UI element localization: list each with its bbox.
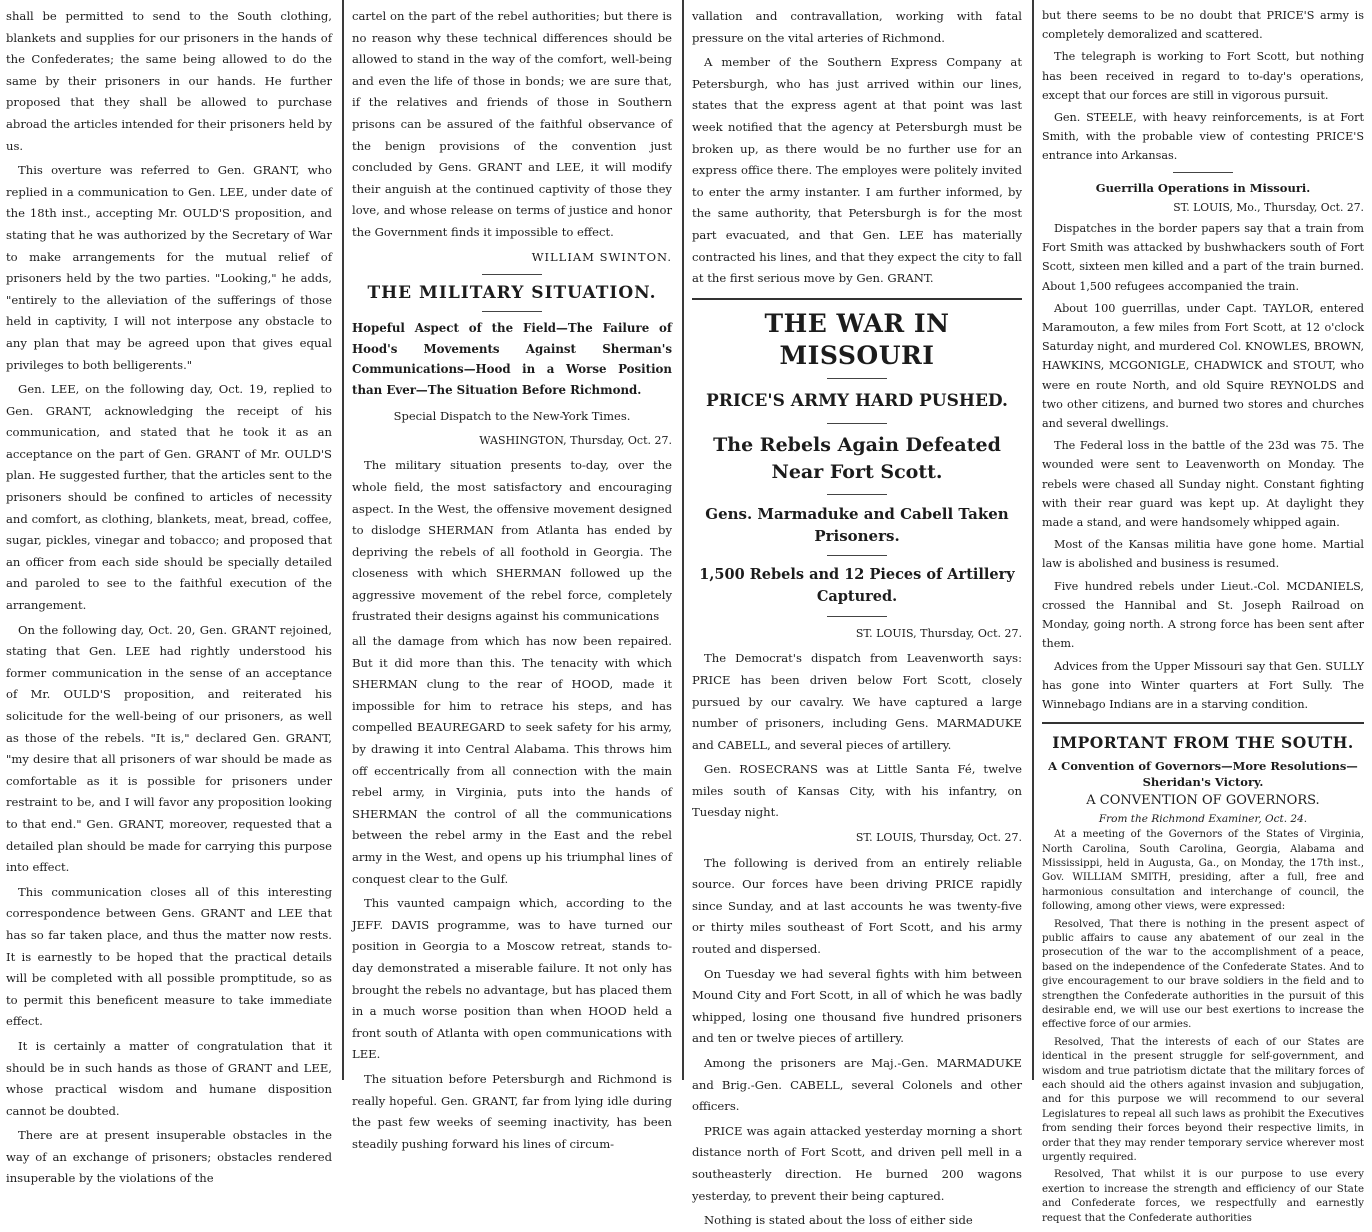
- col1-paragraph: This overture was referred to Gen. GRANT, who replied in a communication to Gen. LEE, under date of the 18th inst., accepting Mr. OULD'S proposition, and stating that he was authorized by the Secretary of War to make arrangements for the mutual relief of prisoners held by the two parties. "Looking," he adds, "entirely to the alleviation of the sufferings of those held in captivity, I will not interpose any obstacle to any plan that may be agreed upon that gives equal privileges to both belligerents.": [6, 163, 332, 372]
- col3-paragraph: Among the prisoners are Maj.-Gen. MARMADUKE and Brig.-Gen. CABELL, several Colonels and other officers.: [692, 1056, 1022, 1114]
- col2-paragraph: This vaunted campaign which, according to the JEFF. DAVIS programme, was to have turned our position in Georgia to a Moscow retreat, stands to-day demonstrated a miserable failure. It not only has brought the rebels no advantage, but has placed them in a much worse position than when HOOD held a front south of Atlanta with open communications with LEE.: [352, 896, 672, 1062]
- column-4: [1036, 0, 1372, 1224]
- subheading: A Convention of Governors—More Resolutions—Sheridan's Victory.: [1048, 759, 1358, 790]
- signature: WILLIAM SWINTON.: [531, 249, 672, 264]
- divider: [692, 298, 1022, 300]
- col4-paragraph: The Federal loss in the battle of the 23d was 75. The wounded were sent to Leavenworth on Monday. The rebels were chased all Sunday night. Constant fighting with their rear guard was kept up. At daylight they made a stand, and were handsomely whipped again.: [1042, 439, 1364, 530]
- column-divider: [342, 0, 344, 1080]
- col3-paragraph: The Democrat's dispatch from Leavenworth says: PRICE has been driven below Fort Scott, closely pursued by our cavalry. We have captured a large number of prisoners, including Gens. MARMADUKE and CABELL, and several pieces of artillery.: [692, 651, 1022, 752]
- col1-paragraph: Gen. LEE, on the following day, Oct. 19, replied to Gen. GRANT, acknowledging the receipt of his communication, and stated that he took it as an acceptance on the part of Gen. GRANT of Mr. OULD'S plan. He suggested further, that the articles sent to the prisoners should be confined to articles of necessity and comfort, as clothing, blankets, meat, bread, coffee, sugar, pickles, vinegar and tobacco; and proposed that an officer from each side should be specially detailed and paroled to see to the faithful execution of the arrangement.: [6, 382, 332, 613]
- col4-paragraph: The telegraph is working to Fort Scott, but nothing has been received in regard to to-day's operations, except that our forces are still in vigorous pursuit.: [1042, 50, 1364, 102]
- section-heading-military: THE MILITARY SITUATION.: [367, 283, 657, 304]
- subheading-convention: A CONVENTION OF GOVERNORS.: [1086, 793, 1320, 809]
- col4-paragraph: At a meeting of the Governors of the States of Virginia, North Carolina, South Carolina, Georgia, Alabama and Mississippi, held in Augusta, Ga., on Monday, the 17th inst., Gov. WILLIAM SMITH, presiding, after a full, free and harmonious consultation and interchange of council, the following, among other views, were expressed:: [1042, 829, 1364, 913]
- col2-intro: cartel on the part of the rebel authorities; but there is no reason why these technical differences should be allowed to stand in the way of the comfort, well-being and even the life of those in bonds; we are sure that, if the relatives and friends of those in Southern prisons can be assured of the faithful observance of the benign provisions of the convention just concluded by Gens. GRANT and LEE, it will modify their anguish at the continued captivity of those they love, and whose release on terms of justice and honor the Government finds it impossible to effect.: [352, 9, 672, 239]
- divider: [827, 555, 887, 556]
- col4-paragraph: but there seems to be no doubt that PRICE'S army is completely demoralized and scattered.: [1042, 9, 1364, 42]
- divider: [827, 616, 887, 617]
- col2-paragraph: all the damage from which has now been repaired. But it did more than this. The tenacity with which SHERMAN clung to the rear of HOOD, made it impossible for him to retrace his steps, and has compelled BEAUREGARD to seek safety for his army, by drawing it into Central Alabama. This throws him off eccentrically from all connection with the main rebel army, in Virginia, puts into the hands of SHERMAN the control of all the communications between the rebel army in the East and the rebel army in the West, and opens up his triumphal lines of conquest clear to the Gulf.: [352, 634, 672, 886]
- column-2: [346, 0, 680, 1151]
- col2-paragraph: The situation before Petersburgh and Richmond is really hopeful. Gen. GRANT, far from lying idle during the past few weeks of seeming inactivity, has been steadily pushing forward his lines of circum-: [352, 1071, 672, 1151]
- headline-generals-taken: Gens. Marmaduke and Cabell Taken Prisoners.: [705, 504, 1009, 545]
- col4-paragraph: Advices from the Upper Missouri say that Gen. SULLY has gone into Winter quarters at Fort Sully. The Winnebago Indians are in a starving condition.: [1042, 659, 1364, 711]
- divider: [827, 378, 887, 379]
- col4-paragraph: Dispatches in the border papers say that a train from Fort Smith was attacked by bushwhackers south of Fort Scott, sixteen men killed and a part of the train burned. About 1,500 refugees accompanied the train.: [1042, 222, 1364, 293]
- divider: [827, 423, 887, 424]
- col1-paragraph: It is certainly a matter of congratulation that it should be in such hands as those of GRANT and LEE, whose practical wisdom and humane disposition cannot be doubted.: [6, 1038, 332, 1118]
- divider: [1173, 172, 1233, 173]
- dateline: ST. LOUIS, Thursday, Oct. 27.: [855, 831, 1022, 845]
- col1-paragraph: This communication closes all of this interesting correspondence between Gens. GRANT and LEE that has so far taken place, and thus the matter now rests. It is earnestly to be hoped that the practical details will be completed with all possible promptitude, so as to permit this beneficent measure to take immediate effect.: [6, 884, 332, 1029]
- heading-important-from-south: IMPORTANT FROM THE SOUTH.: [1052, 733, 1354, 753]
- headline-block: [692, 308, 1022, 617]
- dateline: ST. LOUIS, Thursday, Oct. 27.: [855, 626, 1022, 640]
- col3-paragraph: PRICE was again attacked yesterday morning a short distance north of Fort Scott, and driven pell mell in a southeasterly direction. He burned 200 wagons yesterday, to prevent their being captured.: [692, 1123, 1022, 1203]
- subheading: Hopeful Aspect of the Field—The Failure of Hood's Movements Against Sherman's Communications—Hood in a Worse Position than Ever—The Situation Before Richmond.: [352, 321, 672, 397]
- dateline: ST. LOUIS, Mo., Thursday, Oct. 27.: [1173, 200, 1364, 214]
- source-credit: From the Richmond Examiner, Oct. 24.: [1098, 813, 1308, 826]
- col3-paragraph: On Tuesday we had several fights with him between Mound City and Fort Scott, in all of which he was badly whipped, losing one thousand five hundred prisoners and ten or twelve pieces of artillery.: [692, 966, 1022, 1046]
- col4-paragraph: About 100 guerrillas, under Capt. TAYLOR, entered Maramouton, a few miles from Fort Scott, at 12 o'clock Saturday night, and murdered Col. KNOWLES, BROWN, HAWKINS, MCGONIGLE, CHADWICK and STOUT, who were en route North, and old Squire REYNOLDS and two other citizens, and burned two stores and churches and several dwellings.: [1042, 301, 1364, 431]
- column-1: [0, 0, 340, 1186]
- column-divider: [1032, 0, 1034, 1080]
- divider: [482, 274, 542, 275]
- divider: [827, 494, 887, 495]
- col3-paragraph: The following is derived from an entirely reliable source. Our forces have been driving PRICE rapidly since Sunday, and at last accounts he was twenty-five or thirty miles southeast of Fort Scott, and his army routed and dispersed.: [692, 855, 1022, 957]
- divider: [482, 311, 542, 312]
- col4-paragraph: Resolved, That there is nothing in the present aspect of public affairs to cause any abatement of our zeal in the prosecution of the war to the accomplishment of a peace, based on the independence of the Confederate States. And to give encouragement to our brave soldiers in the field and to strengthen the Confederate authorities in the pursuit of this desirable end, we will use our best exertions to increase the effective force of our armies.: [1042, 918, 1364, 1031]
- col4-paragraph: Resolved, That the interests of each of our States are identical in the present struggle for self-government, and wisdom and true patriotism dictate that the military forces of each should aid the others against invasion and subjugation, and for this purpose we will recommend to our several Legislatures to repeal all such laws as prohibit the Executives from sending their forces beyond their respective limits, in order that they may render temporary service wherever most urgently required.: [1042, 1036, 1364, 1164]
- col1-paragraph: On the following day, Oct. 20, Gen. GRANT rejoined, stating that Gen. LEE had rightly understood his former communication in the sense of an acceptance of Mr. OULD'S proposition, and reiterated his solicitude for the well-being of our prisoners, as well as those of the rebels. "It is," declared Gen. GRANT, "my desire that all prisoners of war should be made as comfortable as it is possible for prisoners under restraint to be, and I will favor any proposition looking to that end." Gen. GRANT, moreover, requested that a detailed plan should be made for carrying this purpose into effect.: [6, 622, 332, 875]
- col3-paragraph: vallation and contravallation, working with fatal pressure on the vital arteries of Richmond.: [692, 9, 1022, 45]
- heading-guerrilla: Guerrilla Operations in Missouri.: [1095, 180, 1311, 195]
- col4-paragraph: Gen. STEELE, with heavy reinforcements, is at Fort Smith, with the probable view of contesting PRICE'S entrance into Arkansas.: [1042, 111, 1364, 163]
- col3-paragraph: Gen. ROSECRANS was at Little Santa Fé, twelve miles south of Kansas City, with his infantry, on Tuesday night.: [692, 762, 1022, 820]
- dispatch-credit: Special Dispatch to the New-York Times.: [393, 409, 631, 424]
- headline-rebels-captured: 1,500 Rebels and 12 Pieces of Artillery Captured.: [699, 565, 1015, 605]
- col1-paragraph: There are at present insuperable obstacles in the way of an exchange of prisoners; obstacles rendered insuperable by the violations of the: [6, 1128, 332, 1186]
- col2-paragraph: The military situation presents to-day, over the whole field, the most satisfactory and encouraging aspect. In the West, the offensive movement designed to dislodge SHERMAN from Atlanta has ended by depriving the rebels of all foothold in Georgia. The closeness with which SHERMAN followed up the aggressive movement of the rebel force, completely frustrated their designs against his communications: [352, 458, 672, 624]
- col1-paragraph: shall be permitted to send to the South clothing, blankets and supplies for our prisoners in the hands of the Confederates; the same being allowed to do the same by their prisoners in our hands. He further proposed that they shall be allowed to purchase abroad the articles intended for their prisoners held by us.: [6, 9, 332, 153]
- column-divider: [682, 0, 684, 1080]
- col3-paragraph: A member of the Southern Express Company at Petersburgh, who has just arrived within our lines, states that the express agent at that point was last week notified that the agency at Petersburgh must be broken up, as there would be no further use for an express office there. The employes were politely invited to enter the army instanter. I am further informed, by the same authority, that Petersburgh is for the most part evacuated, and that Gen. LEE has materially contracted his lines, and that they expect the city to fall at the first serious move by Gen. GRANT.: [692, 55, 1022, 286]
- col4-paragraph: Five hundred rebels under Lieut.-Col. MCDANIELS, crossed the Hannibal and St. Joseph Railroad on Monday, going north. A strong force has been sent after them.: [1042, 579, 1364, 651]
- col4-paragraph: Resolved, That whilst it is our purpose to use every exertion to increase the strength and efficiency of our State and Confederate forces, we respectfully and earnestly request that the Confederate authorities: [1042, 1169, 1364, 1224]
- headline-rebels-defeated: The Rebels Again Defeated Near Fort Scott.: [713, 433, 1001, 483]
- col4-paragraph: Most of the Kansas militia have gone home. Martial law is abolished and business is resumed.: [1042, 538, 1364, 571]
- headline-war-in-missouri: THE WAR IN MISSOURI: [764, 308, 950, 370]
- dateline: WASHINGTON, Thursday, Oct. 27.: [479, 433, 672, 447]
- headline-price-army: PRICE'S ARMY HARD PUSHED.: [706, 390, 1008, 411]
- col3-paragraph: Nothing is stated about the loss of either side: [704, 1213, 973, 1228]
- divider: [1042, 722, 1364, 724]
- column-3: [686, 0, 1030, 1228]
